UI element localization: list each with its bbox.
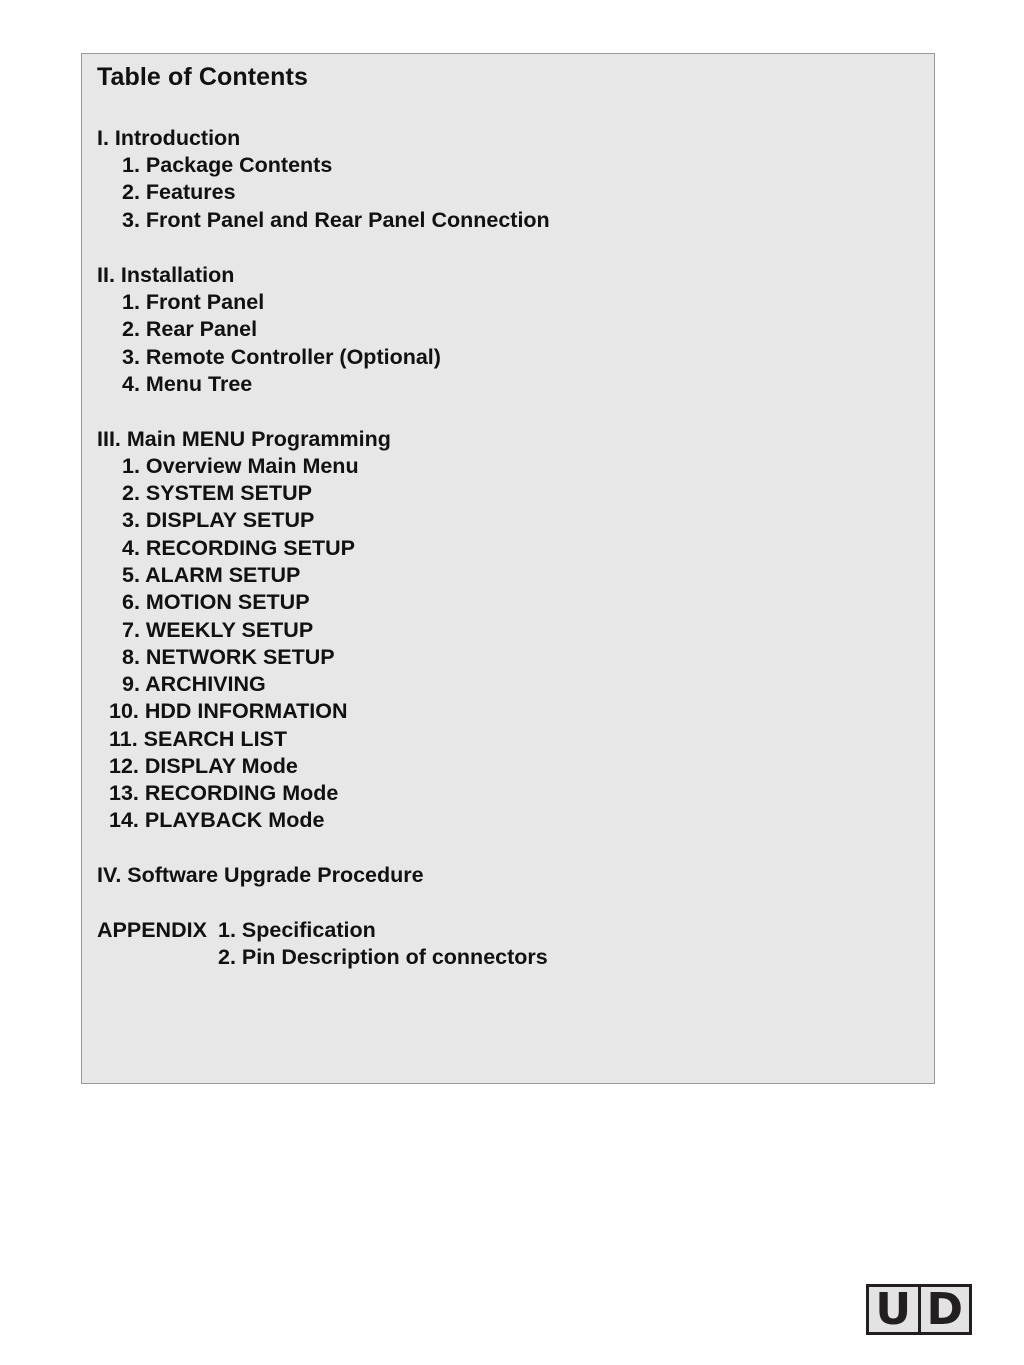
toc-item[interactable]: 6. MOTION SETUP	[122, 590, 310, 614]
toc-item[interactable]: 2. SYSTEM SETUP	[122, 481, 312, 505]
toc-section-heading[interactable]: II. Installation	[97, 263, 235, 287]
toc-item[interactable]: 14. PLAYBACK Mode	[109, 808, 325, 832]
toc-item[interactable]: 1. Package Contents	[122, 153, 333, 177]
toc-appendix-item[interactable]: 1. Specification	[218, 918, 376, 942]
toc-item[interactable]: 12. DISPLAY Mode	[109, 754, 298, 778]
toc-item[interactable]: 1. Overview Main Menu	[122, 454, 359, 478]
toc-title: Table of Contents	[97, 63, 308, 91]
toc-section-heading[interactable]: IV. Software Upgrade Procedure	[97, 863, 424, 887]
toc-item[interactable]: 7. WEEKLY SETUP	[122, 618, 314, 642]
toc-item[interactable]: 2. Features	[122, 180, 236, 204]
toc-section-heading[interactable]: III. Main MENU Programming	[97, 427, 391, 451]
toc-item[interactable]: 4. Menu Tree	[122, 372, 253, 396]
toc-item[interactable]: 2. Rear Panel	[122, 317, 258, 341]
toc-item[interactable]: 3. DISPLAY SETUP	[122, 508, 315, 532]
toc-item[interactable]: 10. HDD INFORMATION	[109, 699, 348, 723]
logo-letter-d: D	[921, 1287, 970, 1332]
ud-logo	[866, 1284, 972, 1335]
toc-item[interactable]: 3. Front Panel and Rear Panel Connection	[122, 208, 550, 232]
table-of-contents-panel	[81, 53, 935, 1084]
toc-item[interactable]: 9. ARCHIVING	[122, 672, 266, 696]
toc-section-heading[interactable]: I. Introduction	[97, 126, 241, 150]
toc-item[interactable]: 8. NETWORK SETUP	[122, 645, 335, 669]
toc-item[interactable]: 5. ALARM SETUP	[122, 563, 301, 587]
toc-item[interactable]: 11. SEARCH LIST	[109, 727, 288, 751]
toc-item[interactable]: 13. RECORDING Mode	[109, 781, 339, 805]
toc-item[interactable]: 3. Remote Controller (Optional)	[122, 345, 441, 369]
logo-letter-u: U	[869, 1287, 918, 1332]
toc-item[interactable]: 1. Front Panel	[122, 290, 265, 314]
toc-item[interactable]: 4. RECORDING SETUP	[122, 536, 355, 560]
toc-appendix-label: APPENDIX	[97, 918, 207, 942]
toc-appendix-item[interactable]: 2. Pin Description of connectors	[218, 945, 548, 969]
